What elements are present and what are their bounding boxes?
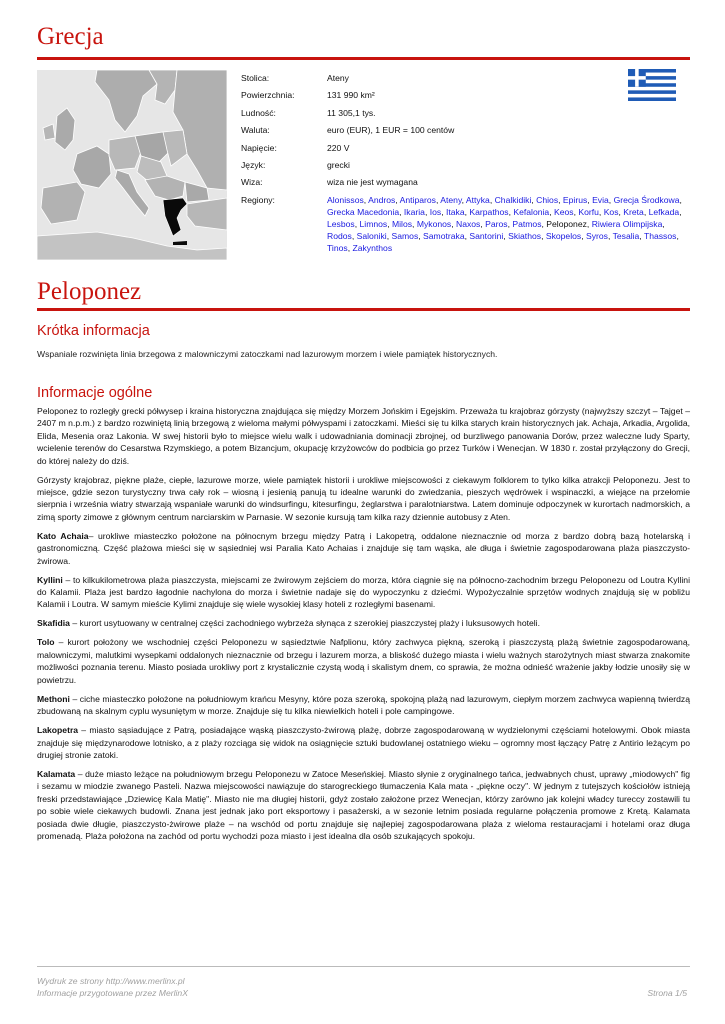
fact-value: grecki [327, 159, 350, 170]
region-link[interactable]: Ikaria [403, 206, 425, 217]
fact-value: 11 305,1 tys. [327, 107, 376, 118]
place-name: Kyllini [37, 574, 63, 585]
footer-page-number: Strona 1/5 [647, 988, 687, 998]
region-link[interactable]: Tesalia [612, 230, 640, 241]
place-name: Tolo [37, 637, 55, 648]
fact-value: 220 V [327, 142, 350, 153]
fact-label: Napięcie: [241, 142, 277, 153]
region-link[interactable]: Chios [536, 194, 559, 205]
paragraph-text: – duże miasto leżące na południowym brzegu Peloponezu w Zatoce Meseńskiej. Miasto słynie z oryginalnego tańca, jedwabnych chust, uprawy „miodowych" fig i sezamu w miodzie zwanego Pasteli. Nazwa miejscowości nawiązuje do starogreckiego tłumaczenia Kala mata - „piękne oczy". W jednym z tutejszych kościołów istnieją freski przedstawiające „Dziewicę Kala Matię". Miasto nie ma długiej historii, gdyż zostało założone przez Wenecjan, którzy zarówno jak kolejni władcy tureccy zostawili tu po sobie wiele ciekawych budowli. Znana jest jednak jako port eksportowy i pasażerski, a w sezonie letnim posiada regularne połączenia promowe z Kretą. Kalamata posiada dwie długie, piaszczysto-żwirowe plaże – na wschód od portu znajduje się najlepiej zagospodarowana plaża z wieloma restauracjami i hotelami oraz długa promenadą. Plaża położona na zachód od portu wychodzi poza miasto i jest idealna dla osób szukających spokoju. [37, 768, 690, 841]
region-link[interactable]: Kefalonia [513, 206, 550, 217]
europe-map-icon [37, 70, 227, 260]
paragraph-text: – to kilkukilometrowa plaża piaszczysta, miejscami ze żwirowym zejściem do morza, która ciągnie się na północno-zachodnim brzegu Peloponezu od Loutra Kyllini do Kalamii. Plaża jest bardzo łagodnie nachylona do morza i świetnie nadaje się do wypoczynku z dziećmi. Wypożyczalnie sprzętów wodnych znajdują się w pobliżu Kalamii i Loutra. W samym mieście Kylimi znajduje się wiele wysokiej klasy hoteli z rozległymi basenami. [37, 574, 690, 610]
fact-value: Ateny [327, 73, 349, 83]
page-title: Grecja [37, 23, 104, 50]
fact-row [241, 159, 693, 176]
region-link[interactable]: Lefkada [648, 206, 680, 217]
place-name: Lakopetra [37, 725, 79, 736]
general-info-body [37, 405, 690, 849]
fact-value: 131 990 km² [327, 90, 375, 101]
place-name: Skafidia [37, 618, 70, 629]
paragraph-text: – urokliwe miasteczko położone na północnym brzegu między Patrą i Lakopetrą, oddalone nieznacznie od morza z bardzo dobrą bazą hotelarską i gastronomiczną. Część plażowa mieści się w sąsiedniej wsi Paralia Kato Achaias i znajduje się tam wąska, ale długa i świetnie zagospodarowana plaża piaszczysto-żwirowa. [37, 530, 690, 566]
general-paragraph [37, 530, 690, 567]
region-link[interactable]: Grecja Środkowa [613, 194, 680, 205]
general-paragraph [37, 474, 690, 524]
region-link[interactable]: Samos [391, 230, 419, 241]
region-link[interactable]: Korfu [578, 206, 599, 217]
region-link[interactable]: Skiathos [508, 230, 542, 241]
region-link[interactable]: Attyka [465, 194, 490, 205]
paragraph-text: – ciche miasteczko położone na południowym krańcu Mesyny, które poza szeroką, spokojną plażą nad lazurowym, ciepłym morzem zachwyca wapienną twierdzą zbudowaną na skalnym cyplu wysuniętym w morze. Znajduje się tu kilka niewielkich hoteli i pole campingowe. [37, 693, 690, 717]
fact-label: Waluta: [241, 125, 270, 136]
region-link[interactable]: Lesbos [327, 218, 355, 229]
fact-row [241, 142, 693, 159]
short-info-heading: Krótka informacja [37, 323, 150, 339]
region-link[interactable]: Epirus [562, 194, 588, 205]
fact-row [241, 72, 693, 89]
paragraph-text: Peloponez to rozległy grecki półwysep i kraina historyczna znajdująca się między Morzem Jońskim i Egejskim. Przeważa tu krajobraz górzysty (najwyższy szczyt – Tajget – 2407 m n.p.m.) z bardzo rozwiniętą linią brzegową z wieloma małymi półwyspami i zatoczkami. Mieści się tu kilka starych krain historycznych jak. Achaja, Arkadia, Argolida, Elida, Mesenia oraz Lakonia. W swej historii było to miejsce wielu walk i udowadniania dominacji zbrojnej, od burzliwego panowania Dorów, przez waleczne ludy Sparty, wcielenie terenów do Cesarstwa Rzymskiego, a potem Bizancjum, okupację krzyżowców do podbicia go przez Turków i Wenecjan. W 1830 r. został przyłączony do Grecji, do której należy do dziś. [37, 406, 690, 466]
region-link[interactable]: Zakynthos [352, 242, 393, 253]
fact-label: Powierzchnia: [241, 90, 295, 101]
region-link[interactable]: Tinos [327, 242, 348, 253]
region-link[interactable]: Santorini [469, 230, 504, 241]
fact-value: euro (EUR), 1 EUR = 100 centów [327, 125, 455, 136]
footer-credit: Informacje przygotowane przez MerlinX [37, 988, 188, 998]
region-link[interactable]: Milos [391, 218, 413, 229]
place-name: Kato Achaia [37, 530, 89, 541]
region-link[interactable]: Itaka [445, 206, 465, 217]
region-link[interactable]: Andros [368, 194, 396, 205]
region-link[interactable]: Samotraka [423, 230, 465, 241]
region-link[interactable]: Thassos [643, 230, 677, 241]
fact-row [241, 89, 693, 106]
footer-source[interactable]: Wydruk ze strony http://www.merlinx.pl [37, 976, 185, 986]
region-link[interactable]: Saloniki [356, 230, 387, 241]
region-link[interactable]: Kreta [623, 206, 644, 217]
regions-label: Regiony: [241, 194, 275, 205]
fact-label: Ludność: [241, 107, 276, 118]
region-link[interactable]: Ios [429, 206, 442, 217]
fact-row [241, 176, 693, 193]
paragraph-text: Górzysty krajobraz, piękne plaże, ciepłe, lazurowe morze, wiele pamiątek historii i urokliwe miejscowości z ciekawym folklorem to tylko kilka atrakcji Peloponezu. Jest to miejsce, gdzie sezon turystyczny trwa cały rok – wiosną i jesienią panują tu idealne warunki do zwiedzania, pieszych wędrówek i wspinaczki, a wiejące na przełomie sierpnia i września wiatry stwarzają wspaniałe warunki do windsurfingu, kitesurfingu, żeglarstwa i paralotniarstwa. Latem dominuje odpoczynek w kurortach nadmorskich, a zimą sporty zimowe z głównym centrum narciarskim w Parnasie. W sezonie kursują tam kilka razy dziennie autobusy z Aten. [37, 474, 690, 522]
region-link[interactable]: Kos [603, 206, 619, 217]
region-link[interactable]: Karpathos [469, 206, 509, 217]
general-paragraph [37, 617, 690, 629]
region-title-rule [37, 308, 690, 311]
title-rule [37, 57, 690, 60]
paragraph-text: – miasto sąsiadujące z Patrą, posiadające wąską piaszczysto-żwirową plażę, dobrze zagospodarowaną w wydzielonymi częściami hotelowymi. Obok miasta znajduje się międzynarodowe lotnisko, a z plaży rozciąga się widok na osiągnięcie sztuki budowlanej ostatniego wieku – ogromny most łączący Patrę z Antirio leżącym po drugiej stronie zatoki. [37, 725, 690, 760]
fact-label: Wiza: [241, 177, 263, 188]
region-link[interactable]: Ateny [440, 194, 462, 205]
region-link[interactable]: Evia [592, 194, 609, 205]
footer-rule [37, 966, 690, 967]
fact-label: Język: [241, 159, 266, 170]
regions-row [241, 194, 693, 254]
paragraph-text: – kurort położony we wschodniej części Peloponezu w sąsiedztwie Nafplionu, który zachwyca piękną, szeroką i piaszczystą plażą świetnie zagospodarowaną, malowniczymi, malutkimi wysepkami oddalonych nieznacznie od brzegu i lazurem morza, a bliskość dużego miasta i wielu ważnych starożytnych miast stwarza znakomite możliwości poznania terenu. Miasto posiada urokliwy port z krystalicznie czystą wodą i skalistym dnem, co sprawia, że można odnieść wrażenie jakby łodzie unosiły się w powietrzu. [37, 637, 690, 685]
region-current: Peloponez [546, 218, 587, 229]
general-paragraph [37, 574, 690, 611]
region-link[interactable]: Mykonos [416, 218, 452, 229]
region-link[interactable]: Keos [553, 206, 574, 217]
short-info-text: Wspaniale rozwinięta linia brzegowa z malowniczymi zatoczkami nad lazurowym morzem i wiele pamiątek historycznych. [37, 349, 498, 359]
region-link[interactable]: Antiparos [399, 194, 436, 205]
fact-row [241, 107, 693, 124]
region-title: Peloponez [37, 278, 142, 305]
paragraph-text: – kurort usytuowany w centralnej części zachodniego wybrzeża słynąca z szerokiej piaszczystej plaży i luksusowych hoteli. [69, 618, 540, 629]
region-link[interactable]: Skopelos [545, 230, 582, 241]
region-link[interactable]: Riwiera Olimpijska [591, 218, 663, 229]
general-paragraph [37, 724, 690, 761]
fact-value: wiza nie jest wymagana [327, 177, 418, 188]
general-info-heading: Informacje ogólne [37, 385, 153, 401]
regions-list: Alonissos, Andros, Antiparos, Ateny, Attyka, Chalkidiki, Chios, Epirus, Evia, Grecja Środkowa, Grecka Macedonia, Ikaria, Ios, Itaka, Karpathos, Kefalonia, Keos, Korfu, Kos, Kreta, Lefkada, Lesbos, Limnos, Milos, Mykonos, Naxos, Paros, Patmos, Peloponez, Riwiera Olimpijska, Rodos, Saloniki, Samos, Samotraka, Santorini, Skiathos, Skopelos, Syros, Tesalia, Thassos, Tinos, Zakynthos [327, 194, 682, 253]
fact-label: Stolica: [241, 73, 270, 83]
general-paragraph [37, 405, 690, 467]
region-link[interactable]: Paros [485, 218, 508, 229]
place-name: Methoni [37, 693, 70, 704]
general-paragraph [37, 768, 690, 842]
country-facts-table [241, 72, 693, 254]
place-name: Kalamata [37, 768, 76, 779]
fact-row [241, 124, 693, 141]
region-link[interactable]: Naxos [456, 218, 481, 229]
region-link[interactable]: Syros [585, 230, 608, 241]
general-paragraph [37, 636, 690, 686]
region-link[interactable]: Patmos [512, 218, 542, 229]
region-link[interactable]: Rodos [327, 230, 352, 241]
region-link[interactable]: Limnos [359, 218, 388, 229]
general-paragraph [37, 693, 690, 718]
region-link[interactable]: Alonissos [327, 194, 364, 205]
region-link[interactable]: Chalkidiki [494, 194, 532, 205]
region-link[interactable]: Grecka Macedonia [327, 206, 400, 217]
